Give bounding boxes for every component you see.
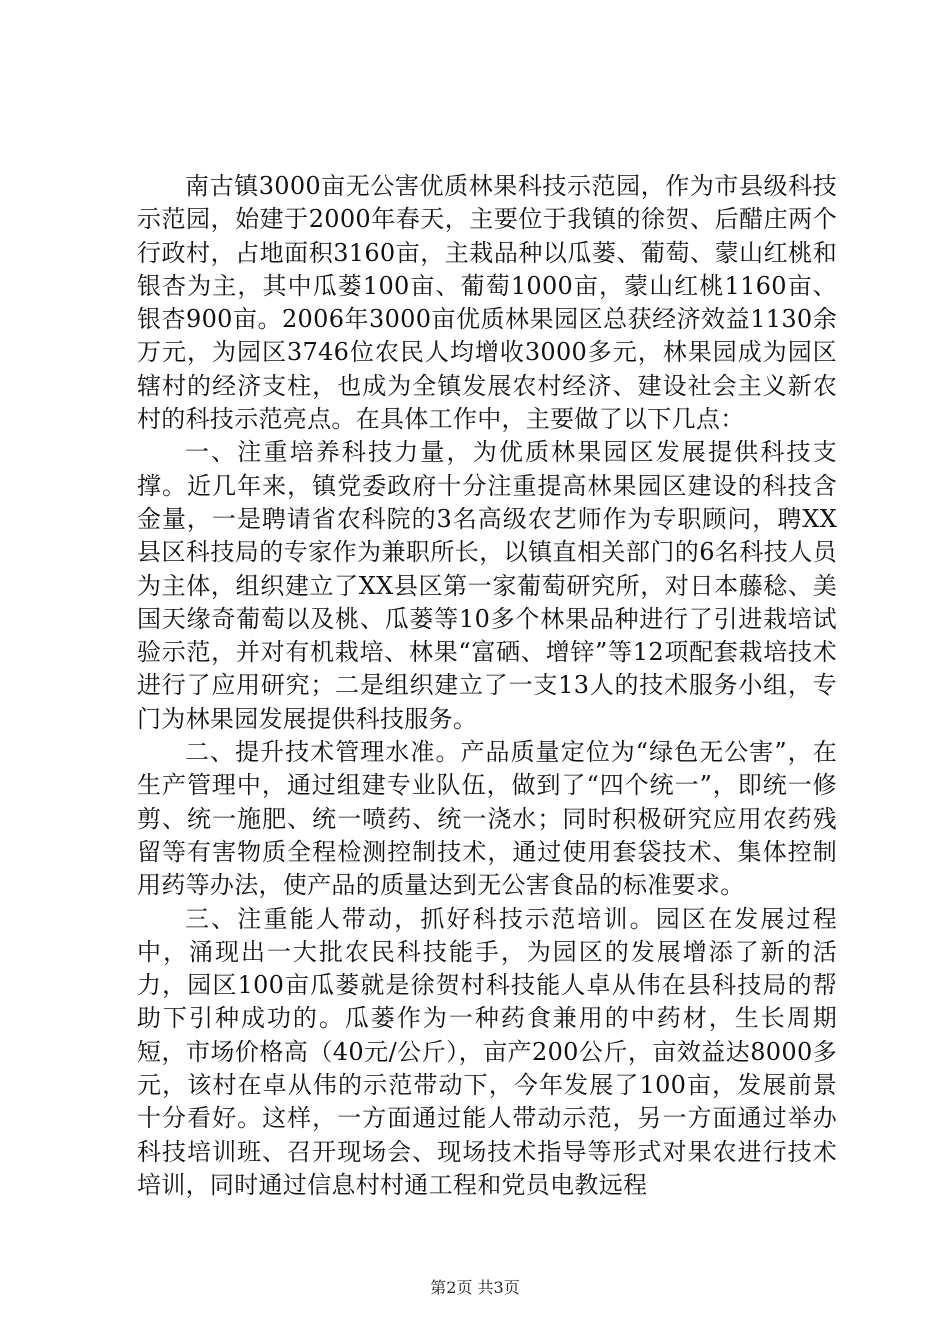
paragraph-intro: 南古镇3000亩无公害优质林果科技示范园，作为市县级科技示范园，始建于2000年春天，主要位于我镇的徐贺、后醋庄两个行政村，占地面积3160亩，主栽品种以瓜蒌、葡萄、蒙山红桃和银杏为主，其中瓜蒌100亩、葡萄1000亩，蒙山红桃1160亩、银杏900亩。2006年3000亩优质林果园区总获经济效益1130余万元，为园区3746位农民人均增收3000多元，林果园成为园区辖村的经济支柱，也成为全镇发展农村经济、建设社会主义新农村的科技示范亮点。在具体工作中，主要做了以下几点： (137, 172, 837, 434)
page-number-footer: 第2页 共3页 (430, 1278, 520, 1297)
document-body (137, 170, 837, 1202)
paragraph-section-one: 一、注重培养科技力量，为优质林果园区发展提供科技支撑。近几年来，镇党委政府十分注重提高林果园区建设的科技含金量，一是聘请省农科院的3名高级农艺师作为专职顾问，聘XX县区科技局的专家作为兼职所长，以镇直相关部门的6名科技人员为主体，组织建立了XX县区第一家葡萄研究所，对日本藤稔、美国天缘奇葡萄以及桃、瓜蒌等10多个林果品种进行了引进栽培试验示范，并对有机栽培、林果“富硒、增锌”等12项配套栽培技术进行了应用研究；二是组织建立了一支13人的技术服务小组，专门为林果园发展提供科技服务。 (137, 438, 837, 733)
paragraph-section-three: 三、注重能人带动，抓好科技示范培训。园区在发展过程中，涌现出一大批农民科技能手，为园区的发展增添了新的活力，园区100亩瓜蒌就是徐贺村科技能人卓从伟在县科技局的帮助下引种成功的。瓜蒌作为一种药食兼用的中药材，生长周期短，市场价格高（40元/公斤），亩产200公斤，亩效益达8000多元，该村在卓从伟的示范带动下，今年发展了100亩，发展前景十分看好。这样，一方面通过能人带动示范，另一方面通过举办科技培训班、召开现场会、现场技术指导等形式对果农进行技术培训，同时通过信息村村通工程和党员电教远程 (137, 904, 837, 1199)
paragraph-section-two: 二、提升技术管理水准。产品质量定位为“绿色无公害”，在生产管理中，通过组建专业队伍，做到了“四个统一”，即统一修剪、统一施肥、统一喷药、统一浇水；同时积极研究应用农药残留等有害物质全程检测控制技术，通过使用套袋技术、集体控制用药等办法，使产品的质量达到无公害食品的标准要求。 (137, 738, 837, 900)
